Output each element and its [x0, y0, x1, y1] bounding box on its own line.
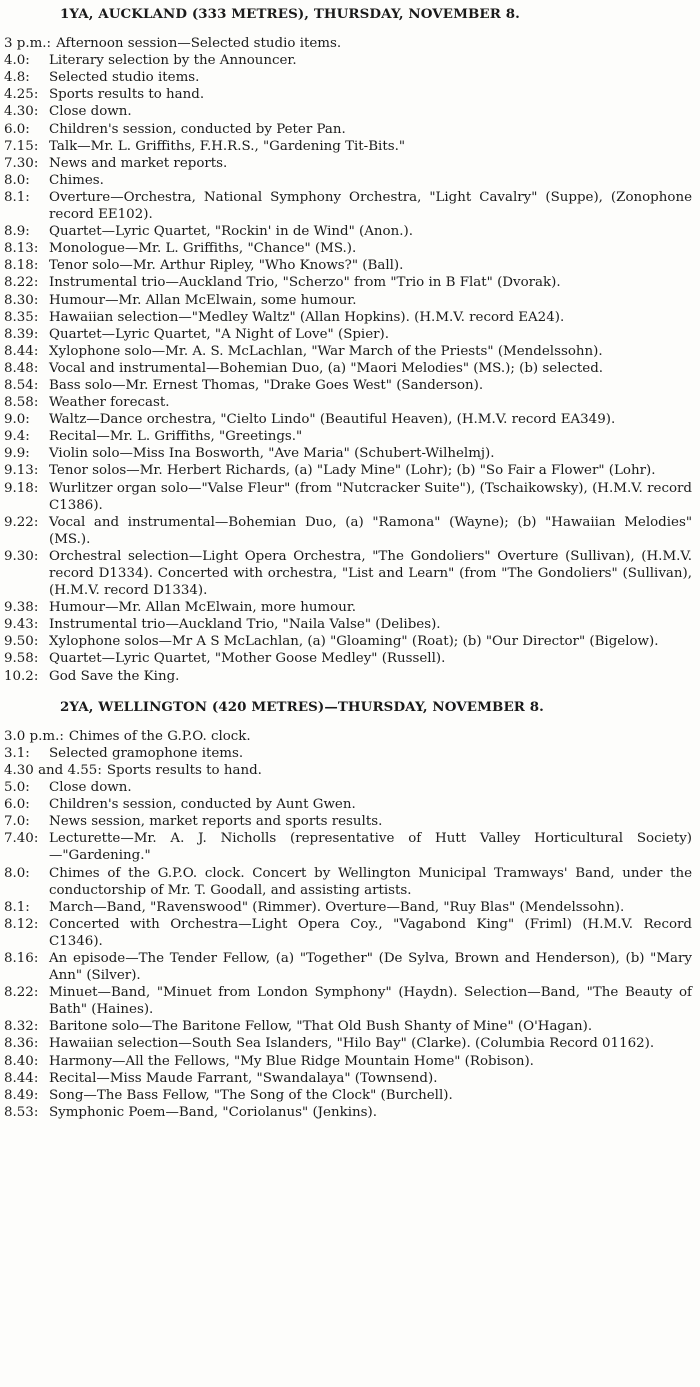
programme-description: Xylophone solos—Mr A S McLachlan, (a) "Gloaming" (Roat); (b) "Our Director" (Bigelow). [49, 634, 659, 650]
programme-item [4, 599, 692, 616]
programme-time: 9.30: [4, 548, 39, 564]
programme-time: 7.40: [4, 831, 39, 847]
programme-time: 8.49: [4, 1087, 39, 1103]
programme-item [4, 189, 692, 223]
programme-description: Wurlitzer organ solo—"Valse Fleur" (from "Nutcracker Suite"), (Tschaikowsky), (H.M.V. record C1386). [49, 480, 692, 513]
programme-item [4, 1104, 692, 1121]
programme-description: Sports results to hand. [106, 762, 262, 778]
programme-description: Tenor solo—Mr. Arthur Ripley, "Who Knows?" (Ball). [49, 258, 404, 274]
programme-time: 4.30 and 4.55: [4, 762, 102, 778]
programme-time: 8.9: [4, 224, 30, 240]
programme-description: March—Band, "Ravenswood" (Rimmer). Overture—Band, "Ruy Blas" (Mendelssohn). [49, 899, 625, 915]
programme-time: 9.22: [4, 514, 39, 530]
programme-description: Instrumental trio—Auckland Trio, "Scherzo" from "Trio in B Flat" (Dvorak). [49, 275, 561, 291]
programme-item [4, 35, 692, 52]
programme-description: Hawaiian selection—"Medley Waltz" (Allan Hopkins). (H.M.V. record EA24). [49, 309, 565, 325]
programme-description: Quartet—Lyric Quartet, "Mother Goose Medley" (Russell). [49, 651, 446, 667]
programme-time: 9.58: [4, 651, 39, 667]
programme-time: 8.1: [4, 189, 30, 205]
programme-time: 8.22: [4, 275, 39, 291]
programme-description: Quartet—Lyric Quartet, "A Night of Love" (Spier). [49, 326, 390, 342]
programme-time: 8.39: [4, 326, 39, 342]
programme-description: Bass solo—Mr. Ernest Thomas, "Drake Goes West" (Sanderson). [49, 377, 484, 393]
programme-description: Lecturette—Mr. A. J. Nicholls (representative of Hutt Valley Horticultural Society)—"Gardening." [49, 831, 692, 864]
programme-time: 3.0 p.m.: [4, 728, 64, 744]
programme-item [4, 462, 692, 479]
programme-description: Monologue—Mr. L. Griffiths, "Chance" (MS.). [49, 241, 357, 257]
programme-time: 8.44: [4, 1070, 39, 1086]
programme-item [4, 1035, 692, 1052]
programme-description: Overture—Orchestra, National Symphony Orchestra, "Light Cavalry" (Suppe), (Zonophone record EE102). [49, 189, 692, 223]
programme-description: Children's session, conducted by Aunt Gwen. [49, 797, 356, 813]
programme-description: Talk—Mr. L. Griffiths, F.H.R.S., "Gardening Tit-Bits." [49, 138, 405, 154]
programme-description: Instrumental trio—Auckland Trio, "Naila Valse" (Delibes). [49, 617, 441, 633]
programme-time: 3 p.m.: [4, 36, 52, 52]
programme-item [4, 728, 692, 745]
programme-description: Close down. [49, 780, 132, 796]
programme-time: 8.35: [4, 309, 39, 325]
programme-time: 6.0: [4, 797, 30, 813]
programme-description: Selected studio items. [49, 70, 200, 86]
programme-description: An episode—The Tender Fellow, (a) "Together" (De Sylva, Brown and Henderson), (b) "Mary Ann" (Silver). [49, 950, 692, 984]
programme-description: Baritone solo—The Baritone Fellow, "That Old Bush Shanty of Mine" (O'Hagan). [49, 1019, 593, 1035]
programme-description: Chimes. [49, 172, 104, 188]
programme-time: 8.48: [4, 360, 39, 376]
programme-item [4, 121, 692, 138]
programme-item [4, 633, 692, 650]
programme-description: Recital—Mr. L. Griffiths, "Greetings." [49, 429, 303, 445]
programme-item [4, 428, 692, 445]
programme-description: Vocal and instrumental—Bohemian Duo, (a) "Maori Melodies" (MS.); (b) selected. [49, 360, 604, 376]
programme-time: 8.32: [4, 1019, 39, 1035]
programme-time: 7.30: [4, 155, 39, 171]
programme-item [4, 796, 692, 813]
programme-description: Recital—Miss Maude Farrant, "Swandalaya" (Townsend). [49, 1070, 438, 1086]
programme-time: 8.22: [4, 985, 39, 1001]
programme-time: 9.13: [4, 463, 39, 479]
programme-time: 4.25: [4, 87, 39, 103]
programme-item [4, 779, 692, 796]
programme-description: Symphonic Poem—Band, "Coriolanus" (Jenkins). [49, 1104, 377, 1120]
programme-description: Quartet—Lyric Quartet, "Rockin' in de Wind" (Anon.). [49, 224, 413, 240]
programme-item [4, 138, 692, 155]
programme-time: 8.12: [4, 916, 39, 932]
programme-time: 3.1: [4, 745, 30, 761]
programme-time: 9.9: [4, 446, 30, 462]
programme-description: Sports results to hand. [49, 87, 205, 103]
programme-item [4, 480, 692, 514]
programme-time: 5.0: [4, 780, 30, 796]
programme-item [4, 223, 692, 240]
station-1ya-heading: 1YA, AUCKLAND (333 METRES), THURSDAY, NOVEMBER 8. [60, 6, 520, 22]
programme-item [4, 616, 692, 633]
programme-time: 8.30: [4, 292, 39, 308]
programme-item [4, 69, 692, 86]
programme-item [4, 916, 692, 950]
programme-item [4, 984, 692, 1018]
programme-item [4, 360, 692, 377]
programme-item [4, 326, 692, 343]
programme-item [4, 292, 692, 309]
programme-item [4, 668, 692, 685]
programme-item [4, 650, 692, 667]
programme-time: 4.8: [4, 70, 30, 86]
programme-description: Minuet—Band, "Minuet from London Symphony" (Haydn). Selection—Band, "The Beauty of Bath" (Haines). [49, 985, 692, 1018]
programme-item [4, 514, 692, 548]
programme-description: Literary selection by the Announcer. [49, 53, 297, 69]
programme-item [4, 1053, 692, 1070]
programme-item [4, 274, 692, 291]
programme-description: Waltz—Dance orchestra, "Cielto Lindo" (Beautiful Heaven), (H.M.V. record EA349). [49, 412, 616, 428]
programme-time: 8.40: [4, 1053, 39, 1069]
programme-description: Selected gramophone items. [49, 745, 244, 761]
programme-item [4, 343, 692, 360]
programme-item [4, 394, 692, 411]
programme-description: Afternoon session—Selected studio items. [56, 36, 342, 52]
programme-description: News session, market reports and sports results. [49, 814, 383, 830]
programme-description: Hawaiian selection—South Sea Islanders, "Hilo Bay" (Clarke). (Columbia Record 01162). [49, 1036, 655, 1052]
programme-item [4, 445, 692, 462]
programme-time: 4.30: [4, 104, 39, 120]
programme-time: 9.18: [4, 480, 39, 496]
programme-item [4, 309, 692, 326]
programme-item [4, 86, 692, 103]
programme-description: Xylophone solo—Mr. A. S. McLachlan, "War March of the Priests" (Mendelssohn). [49, 343, 603, 359]
programme-description: Song—The Bass Fellow, "The Song of the Clock" (Burchell). [49, 1087, 453, 1103]
programme-description: Children's session, conducted by Peter Pan. [49, 121, 346, 137]
programme-item [4, 52, 692, 69]
programme-time: 8.0: [4, 172, 30, 188]
programme-item [4, 813, 692, 830]
programme-item [4, 950, 692, 984]
programme-time: 8.44: [4, 343, 39, 359]
programme-time: 8.1: [4, 899, 30, 915]
programme-time: 8.18: [4, 258, 39, 274]
programme-item [4, 899, 692, 916]
programme-time: 7.15: [4, 138, 39, 154]
programme-item [4, 103, 692, 120]
programme-time: 9.0: [4, 412, 30, 428]
station-2ya-programme [4, 728, 692, 1121]
programme-description: Chimes of the G.P.O. clock. [68, 728, 251, 744]
programme-description: Vocal and instrumental—Bohemian Duo, (a) "Ramona" (Wayne); (b) "Hawaiian Melodies" (MS.). [49, 514, 692, 547]
programme-item [4, 155, 692, 172]
programme-time: 4.0: [4, 53, 30, 69]
programme-description: Concerted with Orchestra—Light Opera Coy., "Vagabond King" (Friml) (H.M.V. Record C1346). [49, 916, 692, 949]
programme-time: 9.50: [4, 634, 39, 650]
programme-description: Close down. [49, 104, 132, 120]
programme-description: Harmony—All the Fellows, "My Blue Ridge Mountain Home" (Robison). [49, 1053, 534, 1069]
programme-time: 9.38: [4, 600, 39, 616]
programme-item [4, 411, 692, 428]
programme-time: 7.0: [4, 814, 30, 830]
programme-time: 9.43: [4, 617, 39, 633]
programme-item [4, 240, 692, 257]
station-1ya-programme [4, 35, 692, 685]
programme-time: 8.53: [4, 1104, 39, 1120]
programme-time: 8.0: [4, 865, 30, 881]
programme-item [4, 548, 692, 599]
programme-time: 10.2: [4, 668, 39, 684]
programme-description: Humour—Mr. Allan McElwain, more humour. [49, 600, 357, 616]
programme-item [4, 172, 692, 189]
programme-time: 8.16: [4, 950, 39, 966]
programme-description: Violin solo—Miss Ina Bosworth, "Ave Maria" (Schubert-Wilhelmj). [49, 446, 495, 462]
programme-description: Weather forecast. [49, 395, 170, 411]
programme-item [4, 1087, 692, 1104]
programme-item [4, 377, 692, 394]
station-2ya-heading: 2YA, WELLINGTON (420 METRES)—THURSDAY, NOVEMBER 8. [60, 698, 544, 715]
programme-description: Tenor solos—Mr. Herbert Richards, (a) "Lady Mine" (Lohr); (b) "So Fair a Flower" (Lohr). [49, 463, 656, 479]
programme-time: 8.13: [4, 241, 39, 257]
programme-description: God Save the King. [49, 668, 180, 684]
programme-time: 8.58: [4, 395, 39, 411]
programme-description: Humour—Mr. Allan McElwain, some humour. [49, 292, 357, 308]
programme-time: 9.4: [4, 429, 30, 445]
programme-item [4, 830, 692, 864]
programme-item [4, 762, 692, 779]
programme-description: News and market reports. [49, 155, 228, 171]
programme-item [4, 745, 692, 762]
programme-item [4, 257, 692, 274]
programme-item [4, 865, 692, 899]
programme-time: 6.0: [4, 121, 30, 137]
programme-time: 8.36: [4, 1036, 39, 1052]
programme-item [4, 1018, 692, 1035]
programme-time: 8.54: [4, 377, 39, 393]
programme-item [4, 1070, 692, 1087]
programme-description: Orchestral selection—Light Opera Orchestra, "The Gondoliers" Overture (Sullivan), (H.M.V. record D1334). Concerted with orchestra, "List and Learn" (from "The Gondoliers" (Sullivan), (H.M.V. record D1334). [49, 548, 692, 599]
programme-description: Chimes of the G.P.O. clock. Concert by Wellington Municipal Tramways' Band, under the conductorship of Mr. T. Goodall, and assisting artists. [49, 865, 692, 898]
